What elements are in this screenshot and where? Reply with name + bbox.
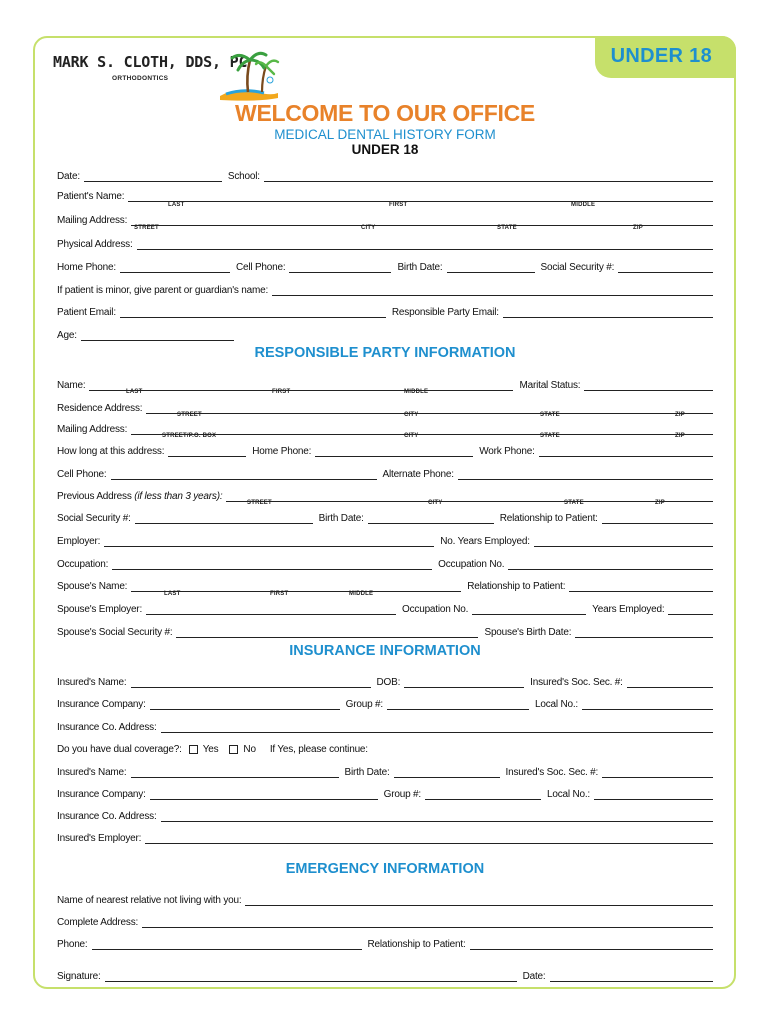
signature-label: Signature: [57, 971, 101, 982]
hint-city: CITY [404, 412, 419, 418]
row-signature [57, 968, 713, 982]
hint-zip: ZIP [655, 500, 665, 506]
group-2-field[interactable] [425, 791, 541, 800]
rp-name-hints [57, 389, 713, 397]
resp-email-label: Responsible Party Email: [391, 307, 499, 318]
occupation-no-field[interactable] [508, 561, 713, 570]
employer-field[interactable] [104, 538, 434, 547]
alt-phone-label: Alternate Phone: [382, 469, 454, 480]
work-phone-field[interactable] [539, 448, 713, 457]
row-physical [57, 236, 713, 250]
years-employed-label: No. Years Employed: [440, 536, 530, 547]
date-field[interactable] [84, 173, 222, 182]
patient-email-label: Patient Email: [57, 307, 116, 318]
row-age [57, 327, 234, 341]
spouse-employer-field[interactable] [146, 606, 396, 615]
spouse-name-label: Spouse's Name: [57, 581, 128, 592]
row-guardian [57, 282, 713, 296]
cell-phone-label: Cell Phone: [235, 262, 286, 273]
dual-yes-option[interactable] [186, 744, 227, 755]
birth-date-2-label: Birth Date: [344, 767, 390, 778]
marital-label: Marital Status: [519, 380, 581, 391]
residence-label: Residence Address: [57, 403, 143, 414]
hint-last: LAST [126, 389, 143, 395]
spouse-occ-no-field[interactable] [472, 606, 586, 615]
row-ins-address [57, 719, 713, 733]
rp-cell-field[interactable] [111, 471, 377, 480]
practice-logo [50, 46, 280, 102]
relative-label: Name of nearest relative not living with you: [57, 895, 242, 906]
spouse-years-label: Years Employed: [592, 604, 665, 615]
patient-email-field[interactable] [120, 309, 386, 318]
em-relationship-label: Relationship to Patient: [367, 939, 466, 950]
insurance-heading: INSURANCE INFORMATION [289, 643, 481, 659]
physical-label: Physical Address: [57, 239, 133, 250]
birth-date-field[interactable] [447, 264, 535, 273]
ssn-field[interactable] [618, 264, 713, 273]
rp-home-phone-field[interactable] [315, 448, 473, 457]
local-2-field[interactable] [594, 791, 713, 800]
sign-date-label: Date: [522, 971, 546, 982]
complete-address-field[interactable] [142, 919, 713, 928]
ins-address-2-label: Insurance Co. Address: [57, 811, 157, 822]
ins-address-label: Insurance Co. Address: [57, 722, 157, 733]
hint-state: STATE [540, 433, 560, 439]
relative-field[interactable] [245, 897, 713, 906]
group-2-label: Group #: [383, 789, 421, 800]
insured-name-2-field[interactable] [131, 769, 339, 778]
logo-name: MARK S. CLOTH, DDS, PC [53, 53, 248, 71]
hint-city: CITY [361, 225, 376, 231]
rp-relationship-label: Relationship to Patient: [499, 513, 598, 524]
row-rp-ssn [57, 510, 713, 524]
hint-street: STREET [177, 412, 202, 418]
rp-home-phone-label: Home Phone: [252, 446, 312, 457]
home-phone-label: Home Phone: [57, 262, 116, 273]
row-spouse-employer [57, 601, 713, 615]
hint-street-po-box: STREET/P.O. BOX [162, 433, 217, 439]
hint-first: FIRST [389, 202, 408, 208]
form-age-group: UNDER 18 [351, 142, 419, 157]
row-ins-address-2 [57, 808, 713, 822]
under-18-tab [595, 36, 736, 78]
spouse-birth-label: Spouse's Birth Date: [484, 627, 572, 638]
group-field[interactable] [387, 701, 529, 710]
row-phones [57, 259, 713, 273]
insured-ssn-2-label: Insured's Soc. Sec. #: [505, 767, 599, 778]
school-label: School: [227, 171, 260, 182]
ins-address-field[interactable] [161, 724, 713, 733]
spouse-occ-no-label: Occupation No. [402, 604, 469, 615]
row-company-2 [57, 786, 713, 800]
local-field[interactable] [582, 701, 713, 710]
hint-state: STATE [540, 412, 560, 418]
patient-name-label: Patient's Name: [57, 191, 125, 202]
previous-label-text: Previous Address [57, 491, 135, 502]
hint-first: FIRST [270, 591, 289, 597]
company-2-field[interactable] [150, 791, 378, 800]
rp-relationship-field[interactable] [602, 515, 713, 524]
hint-zip: ZIP [633, 225, 643, 231]
how-long-field[interactable] [168, 448, 246, 457]
cell-phone-field[interactable] [289, 264, 391, 273]
ins-address-2-field[interactable] [161, 813, 713, 822]
em-relationship-field[interactable] [470, 941, 713, 950]
row-employer [57, 533, 713, 547]
guardian-label: If patient is minor, give parent or guardian's name: [57, 285, 269, 296]
spouse-rel-label: Relationship to Patient: [467, 581, 566, 592]
insured-employer-label: Insured's Employer: [57, 833, 142, 844]
rp-mailing-label: Mailing Address: [57, 424, 128, 435]
dual-label: Do you have dual coverage?: [57, 744, 182, 755]
complete-address-label: Complete Address: [57, 917, 139, 928]
hint-zip: ZIP [675, 412, 685, 418]
sign-date-field[interactable] [550, 973, 714, 982]
rp-birth-field[interactable] [368, 515, 494, 524]
palm-tree-icon [218, 46, 280, 102]
years-employed-field[interactable] [534, 538, 713, 547]
patient-name-field[interactable] [128, 193, 713, 202]
row-mailing [57, 212, 713, 226]
hint-last: LAST [168, 202, 185, 208]
age-label: Age: [57, 330, 77, 341]
how-long-label: How long at this address: [57, 446, 165, 457]
rp-ssn-field[interactable] [135, 515, 313, 524]
work-phone-label: Work Phone: [479, 446, 535, 457]
company-label: Insurance Company: [57, 699, 146, 710]
em-phone-field[interactable] [92, 941, 362, 950]
row-complete-address [57, 914, 713, 928]
insured-ssn-label: Insured's Soc. Sec. #: [530, 677, 623, 688]
group-label: Group #: [345, 699, 383, 710]
form-subtitle: MEDICAL DENTAL HISTORY FORM [274, 127, 496, 142]
row-rp-cell [57, 466, 713, 480]
school-field[interactable] [264, 173, 713, 182]
yes-label: Yes [202, 744, 219, 755]
row-emails [57, 304, 713, 318]
row-insured-name [57, 674, 713, 688]
row-spouse-ssn [57, 624, 713, 638]
hint-zip: ZIP [675, 433, 685, 439]
hint-state: STATE [497, 225, 517, 231]
rp-cell-label: Cell Phone: [57, 469, 107, 480]
spouse-ssn-label: Spouse's Social Security #: [57, 627, 173, 638]
mailing-hints [57, 225, 713, 233]
residence-hints [57, 412, 713, 420]
occupation-field[interactable] [112, 561, 432, 570]
age-field[interactable] [81, 332, 234, 341]
no-checkbox[interactable] [229, 745, 238, 754]
rp-mailing-hints [57, 433, 713, 441]
local-label: Local No.: [534, 699, 579, 710]
rp-ssn-label: Social Security #: [57, 513, 131, 524]
row-howlong [57, 443, 713, 457]
logo-subtitle: ORTHODONTICS [112, 75, 169, 82]
responsible-heading: RESPONSIBLE PARTY INFORMATION [254, 345, 516, 361]
row-insured-employer [57, 830, 713, 844]
row-date-school [57, 168, 713, 182]
insured-ssn-2-field[interactable] [602, 769, 713, 778]
resp-email-field[interactable] [503, 309, 713, 318]
insured-name-2-label: Insured's Name: [57, 767, 127, 778]
hint-first: FIRST [272, 389, 291, 395]
spouse-ssn-field[interactable] [176, 629, 478, 638]
spouse-name-hints [57, 591, 713, 599]
spouse-employer-label: Spouse's Employer: [57, 604, 143, 615]
row-patient-name [57, 188, 713, 202]
row-em-phone [57, 936, 713, 950]
row-company [57, 696, 713, 710]
previous-note: (if less than 3 years): [134, 491, 223, 502]
home-phone-field[interactable] [120, 264, 230, 273]
tab-label: UNDER 18 [610, 45, 712, 67]
row-spouse-name [57, 578, 713, 592]
hint-middle: MIDDLE [404, 389, 429, 395]
insured-ssn-field[interactable] [627, 679, 713, 688]
hint-state: STATE [564, 500, 584, 506]
date-label: Date: [57, 171, 80, 182]
company-2-label: Insurance Company: [57, 789, 146, 800]
birth-date-label: Birth Date: [397, 262, 443, 273]
alt-phone-field[interactable] [458, 471, 713, 480]
hint-last: LAST [164, 591, 181, 597]
insured-name-label: Insured's Name: [57, 677, 127, 688]
emergency-heading: EMERGENCY INFORMATION [285, 861, 485, 877]
ssn-label: Social Security #: [540, 262, 615, 273]
if-yes-label: If Yes, please continue: [269, 744, 368, 755]
dob-label: DOB: [376, 677, 401, 688]
occupation-no-label: Occupation No. [438, 559, 505, 570]
em-phone-label: Phone: [57, 939, 88, 950]
rp-birth-label: Birth Date: [318, 513, 364, 524]
hint-city: CITY [404, 433, 419, 439]
patient-name-hints [57, 202, 713, 210]
page-title: WELCOME TO OUR OFFICE [235, 100, 535, 126]
signature-field[interactable] [105, 973, 517, 982]
employer-label: Employer: [57, 536, 101, 547]
dual-no-option[interactable] [226, 744, 263, 755]
physical-field[interactable] [137, 241, 713, 250]
insured-name-field[interactable] [131, 679, 371, 688]
insured-employer-field[interactable] [145, 835, 713, 844]
rp-name-label: Name: [57, 380, 86, 391]
hint-street: STREET [134, 225, 159, 231]
row-relative [57, 892, 713, 906]
company-field[interactable] [150, 701, 340, 710]
occupation-label: Occupation: [57, 559, 109, 570]
row-insured-name-2 [57, 764, 713, 778]
birth-date-2-field[interactable] [394, 769, 500, 778]
dob-field[interactable] [404, 679, 524, 688]
hint-middle: MIDDLE [349, 591, 374, 597]
row-occupation [57, 556, 713, 570]
hint-city: CITY [428, 500, 443, 506]
hint-middle: MIDDLE [571, 202, 596, 208]
local-2-label: Local No.: [546, 789, 591, 800]
guardian-field[interactable] [272, 287, 713, 296]
yes-checkbox[interactable] [189, 745, 198, 754]
no-label: No [243, 744, 256, 755]
row-dual [57, 741, 713, 755]
previous-hints [57, 500, 713, 508]
mailing-label: Mailing Address: [57, 215, 128, 226]
spouse-birth-field[interactable] [575, 629, 713, 638]
hint-street: STREET [247, 500, 272, 506]
spouse-years-field[interactable] [668, 606, 713, 615]
